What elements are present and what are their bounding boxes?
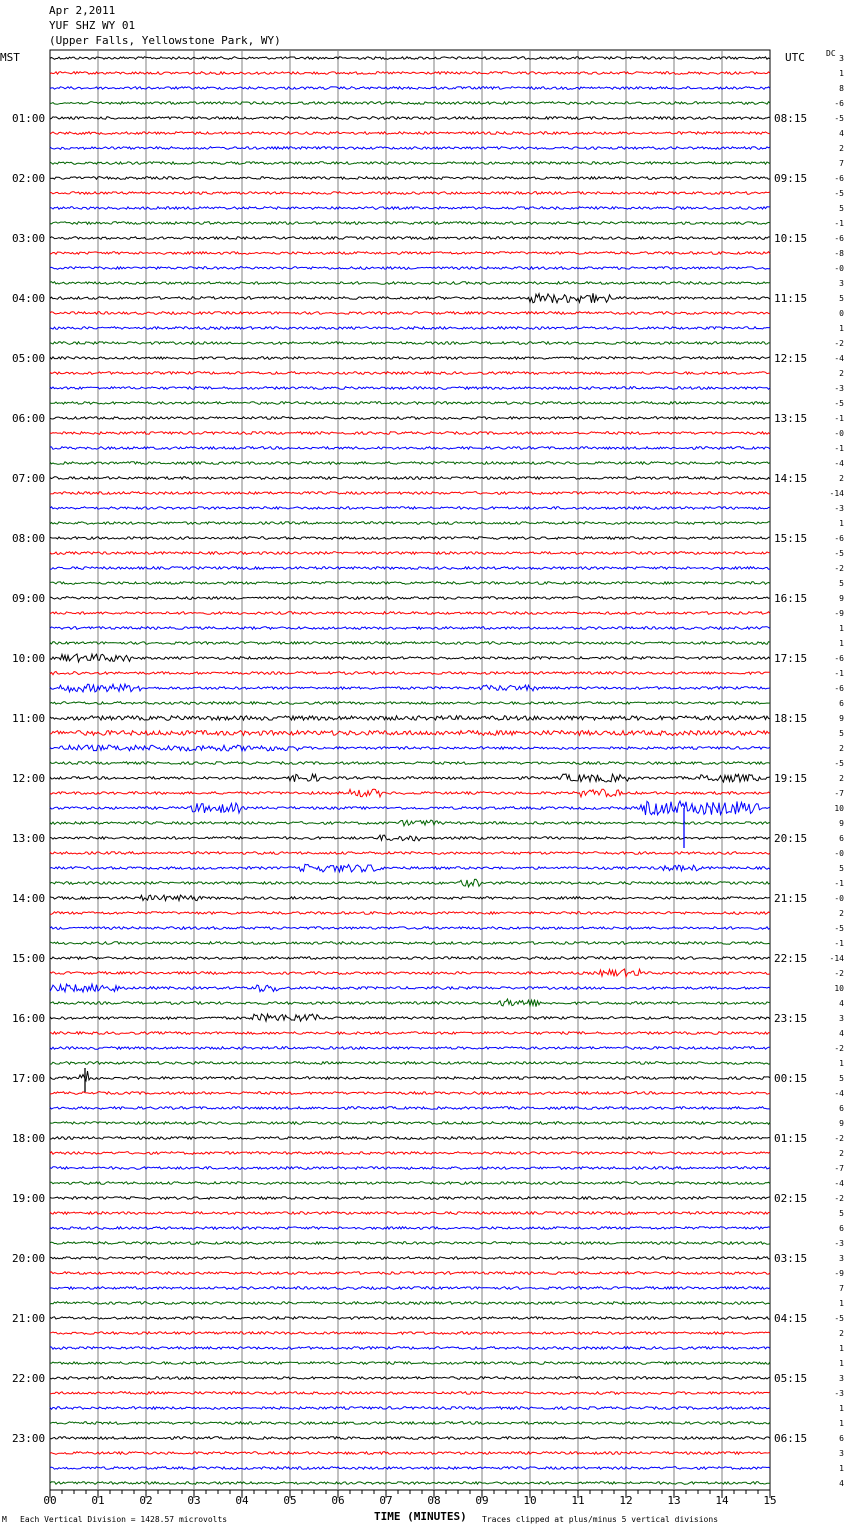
trace-line xyxy=(50,1062,770,1065)
dc-offset-value: 5 xyxy=(839,1209,844,1218)
trace-line xyxy=(50,1467,770,1470)
dc-offset-value: 6 xyxy=(839,1224,844,1233)
trace-line xyxy=(50,912,770,915)
right-hour-label: 13:15 xyxy=(774,412,808,425)
trace-line xyxy=(50,1347,770,1350)
right-hour-label: 08:15 xyxy=(774,112,808,125)
x-tick-label: 02 xyxy=(139,1494,153,1507)
trace-line xyxy=(50,1227,770,1230)
right-axis-title: UTC xyxy=(785,51,805,64)
trace-line xyxy=(50,864,770,872)
dc-offset-value: 2 xyxy=(839,774,844,783)
trace-line xyxy=(50,672,770,675)
trace-line xyxy=(50,357,770,360)
trace-line xyxy=(50,342,770,345)
dc-offset-value: 9 xyxy=(839,714,844,723)
trace-line xyxy=(50,147,770,150)
scale-note: Each Vertical Division = 1428.57 microvolts xyxy=(20,1515,228,1524)
dc-offset-value: -7 xyxy=(834,1164,844,1173)
dc-offset-value: 6 xyxy=(839,834,844,843)
dc-offset-value: 2 xyxy=(839,1329,844,1338)
dc-offset-value: -5 xyxy=(834,549,844,558)
left-hour-label: 20:00 xyxy=(12,1252,46,1265)
trace-line xyxy=(50,402,770,405)
trace-line xyxy=(50,1212,770,1215)
trace-line xyxy=(50,942,770,945)
dc-offset-value: -6 xyxy=(834,99,844,108)
left-hour-label: 14:00 xyxy=(12,892,46,905)
dc-offset-value: 10 xyxy=(834,984,844,993)
dc-offset-value: -4 xyxy=(834,1179,844,1188)
dc-offset-value: -14 xyxy=(829,489,844,498)
trace-line xyxy=(50,237,770,240)
left-axis-title: MST xyxy=(0,51,20,64)
trace-line xyxy=(50,1482,770,1485)
dc-offset-value: -3 xyxy=(834,384,844,393)
dc-offset-value: 1 xyxy=(839,1359,844,1368)
x-tick-label: 08 xyxy=(427,1494,441,1507)
dc-column-title: DC xyxy=(826,49,836,58)
dc-offset-value: -6 xyxy=(834,654,844,663)
left-hour-label: 01:00 xyxy=(12,112,46,125)
left-hour-label: 10:00 xyxy=(12,652,46,665)
dc-offset-value: 1 xyxy=(839,1344,844,1353)
trace-line xyxy=(50,1137,770,1140)
trace-line xyxy=(50,745,770,751)
trace-line xyxy=(50,1014,770,1021)
right-hour-label: 03:15 xyxy=(774,1252,808,1265)
dc-offset-value: 1 xyxy=(839,1404,844,1413)
left-hour-label: 08:00 xyxy=(12,532,46,545)
dc-offset-value: 2 xyxy=(839,744,844,753)
trace-line xyxy=(50,432,770,435)
dc-offset-value: 3 xyxy=(839,1449,844,1458)
dc-offset-value: 0 xyxy=(839,309,844,318)
plot-frame xyxy=(50,50,770,1490)
dc-offset-value: 9 xyxy=(839,819,844,828)
trace-line xyxy=(50,282,770,285)
trace-line xyxy=(50,293,770,303)
trace-line xyxy=(50,87,770,90)
trace-line xyxy=(50,567,770,570)
left-hour-label: 21:00 xyxy=(12,1312,46,1325)
left-hour-label: 06:00 xyxy=(12,412,46,425)
dc-offset-value: -5 xyxy=(834,924,844,933)
dc-offset-value: 6 xyxy=(839,1104,844,1113)
trace-line xyxy=(50,387,770,390)
x-tick-label: 06 xyxy=(331,1494,345,1507)
trace-line xyxy=(50,927,770,930)
trace-line xyxy=(50,447,770,450)
trace-line xyxy=(50,327,770,330)
dc-offset-value: -14 xyxy=(829,954,844,963)
dc-offset-value: 9 xyxy=(839,1119,844,1128)
trace-line xyxy=(50,72,770,75)
trace-line xyxy=(50,57,770,60)
trace-line xyxy=(50,969,770,977)
trace-line xyxy=(50,627,770,630)
x-tick-label: 03 xyxy=(187,1494,201,1507)
dc-offset-value: -6 xyxy=(834,684,844,693)
trace-line xyxy=(50,582,770,585)
trace-line xyxy=(50,597,770,600)
trace-line xyxy=(50,1071,770,1081)
x-tick-label: 14 xyxy=(715,1494,729,1507)
trace-line xyxy=(50,702,770,705)
dc-offset-value: -8 xyxy=(834,249,844,258)
right-hour-label: 01:15 xyxy=(774,1132,808,1145)
dc-offset-value: -2 xyxy=(834,339,844,348)
left-hour-label: 16:00 xyxy=(12,1012,46,1025)
dc-offset-value: 5 xyxy=(839,204,844,213)
corner-mark: M xyxy=(2,1515,7,1524)
trace-line xyxy=(50,507,770,510)
dc-offset-value: 4 xyxy=(839,129,844,138)
right-hour-label: 18:15 xyxy=(774,712,808,725)
trace-line xyxy=(50,895,770,901)
x-axis-title: TIME (MINUTES) xyxy=(374,1510,467,1523)
trace-line xyxy=(50,192,770,195)
dc-offset-value: 3 xyxy=(839,279,844,288)
left-hour-label: 22:00 xyxy=(12,1372,46,1385)
trace-line xyxy=(50,222,770,225)
dc-offset-value: -9 xyxy=(834,1269,844,1278)
dc-offset-value: -0 xyxy=(834,264,844,273)
trace-line xyxy=(50,1182,770,1185)
trace-line xyxy=(50,1422,770,1425)
dc-offset-value: 4 xyxy=(839,999,844,1008)
trace-line xyxy=(50,117,770,120)
dc-offset-value: -0 xyxy=(834,894,844,903)
trace-line xyxy=(50,492,770,495)
station-location: (Upper Falls, Yellowstone Park, WY) xyxy=(49,34,281,47)
dc-offset-value: 3 xyxy=(839,1374,844,1383)
dc-offset-value: -2 xyxy=(834,1194,844,1203)
dc-offset-value: -5 xyxy=(834,189,844,198)
dc-offset-value: 3 xyxy=(839,54,844,63)
dc-offset-value: -4 xyxy=(834,459,844,468)
station-code: YUF SHZ WY 01 xyxy=(49,19,136,32)
x-tick-label: 09 xyxy=(475,1494,489,1507)
dc-offset-value: 1 xyxy=(839,624,844,633)
left-hour-label: 03:00 xyxy=(12,232,46,245)
left-hour-label: 23:00 xyxy=(12,1432,46,1445)
trace-line xyxy=(50,522,770,525)
left-hour-label: 11:00 xyxy=(12,712,46,725)
dc-offset-value: 5 xyxy=(839,729,844,738)
trace-line xyxy=(50,789,770,797)
dc-offset-value: 9 xyxy=(839,594,844,603)
left-hour-label: 19:00 xyxy=(12,1192,46,1205)
trace-line xyxy=(50,879,770,887)
dc-offset-value: -1 xyxy=(834,444,844,453)
trace-line xyxy=(50,852,770,855)
right-hour-label: 17:15 xyxy=(774,652,808,665)
trace-line xyxy=(50,642,770,645)
left-hour-label: 09:00 xyxy=(12,592,46,605)
trace-line xyxy=(50,132,770,135)
dc-offset-value: -6 xyxy=(834,234,844,243)
trace-line xyxy=(50,1272,770,1275)
trace-line xyxy=(50,1317,770,1320)
trace-line xyxy=(50,372,770,375)
right-hour-label: 11:15 xyxy=(774,292,808,305)
dc-offset-value: 2 xyxy=(839,474,844,483)
left-hour-label: 13:00 xyxy=(12,832,46,845)
dc-offset-value: 5 xyxy=(839,864,844,873)
trace-line xyxy=(50,1287,770,1290)
right-hour-label: 09:15 xyxy=(774,172,808,185)
dc-offset-value: -5 xyxy=(834,114,844,123)
trace-line xyxy=(50,102,770,105)
dc-offset-value: -4 xyxy=(834,354,844,363)
dc-offset-value: -6 xyxy=(834,534,844,543)
dc-offset-value: 4 xyxy=(839,1479,844,1488)
trace-line xyxy=(50,267,770,270)
right-hour-label: 02:15 xyxy=(774,1192,808,1205)
dc-offset-value: 10 xyxy=(834,804,844,813)
dc-offset-value: 1 xyxy=(839,1464,844,1473)
dc-offset-value: -4 xyxy=(834,1089,844,1098)
dc-offset-value: 3 xyxy=(839,1254,844,1263)
right-hour-label: 14:15 xyxy=(774,472,808,485)
trace-line xyxy=(50,207,770,210)
dc-offset-value: -6 xyxy=(834,174,844,183)
dc-offset-value: 2 xyxy=(839,369,844,378)
right-hour-label: 12:15 xyxy=(774,352,808,365)
x-tick-label: 00 xyxy=(43,1494,57,1507)
trace-line xyxy=(50,417,770,420)
trace-line xyxy=(50,762,770,765)
dc-offset-value: -7 xyxy=(834,789,844,798)
trace-line xyxy=(50,801,770,815)
dc-offset-value: -5 xyxy=(834,399,844,408)
dc-offset-value: 1 xyxy=(839,1419,844,1428)
x-tick-label: 01 xyxy=(91,1494,105,1507)
left-hour-label: 17:00 xyxy=(12,1072,46,1085)
dc-offset-value: -3 xyxy=(834,1389,844,1398)
clip-note: Traces clipped at plus/minus 5 vertical divisions xyxy=(482,1515,719,1524)
trace-line xyxy=(50,1032,770,1035)
x-tick-label: 05 xyxy=(283,1494,297,1507)
x-tick-label: 15 xyxy=(763,1494,777,1507)
left-hour-label: 18:00 xyxy=(12,1132,46,1145)
x-tick-label: 07 xyxy=(379,1494,393,1507)
trace-line xyxy=(50,774,770,782)
dc-offset-value: 8 xyxy=(839,84,844,93)
dc-offset-value: 6 xyxy=(839,1434,844,1443)
trace-line xyxy=(50,1302,770,1305)
right-hour-label: 23:15 xyxy=(774,1012,808,1025)
left-hour-label: 07:00 xyxy=(12,472,46,485)
right-hour-label: 00:15 xyxy=(774,1072,808,1085)
trace-line xyxy=(50,835,770,841)
right-hour-label: 04:15 xyxy=(774,1312,808,1325)
dc-offset-value: -1 xyxy=(834,669,844,678)
dc-offset-value: -1 xyxy=(834,939,844,948)
trace-line xyxy=(50,252,770,255)
x-tick-label: 11 xyxy=(571,1494,585,1507)
left-hour-label: 05:00 xyxy=(12,352,46,365)
trace-line xyxy=(50,1392,770,1395)
trace-line xyxy=(50,462,770,465)
trace-line xyxy=(50,984,770,992)
trace-line xyxy=(50,1362,770,1365)
trace-line xyxy=(50,177,770,180)
dc-offset-value: -3 xyxy=(834,1239,844,1248)
right-hour-label: 21:15 xyxy=(774,892,808,905)
trace-line xyxy=(50,1452,770,1455)
dc-offset-value: -2 xyxy=(834,969,844,978)
dc-offset-value: -5 xyxy=(834,759,844,768)
dc-offset-value: 1 xyxy=(839,1299,844,1308)
right-hour-label: 15:15 xyxy=(774,532,808,545)
plot-date: Apr 2,2011 xyxy=(49,4,116,17)
trace-line xyxy=(50,612,770,615)
trace-line xyxy=(50,684,770,692)
x-tick-label: 04 xyxy=(235,1494,249,1507)
right-hour-label: 16:15 xyxy=(774,592,808,605)
trace-line xyxy=(50,1332,770,1335)
dc-offset-value: -0 xyxy=(834,849,844,858)
dc-offset-value: 7 xyxy=(839,159,844,168)
right-hour-label: 20:15 xyxy=(774,832,808,845)
left-hour-label: 15:00 xyxy=(12,952,46,965)
dc-offset-value: -1 xyxy=(834,879,844,888)
trace-line xyxy=(50,1257,770,1260)
x-tick-label: 10 xyxy=(523,1494,537,1507)
dc-offset-value: 2 xyxy=(839,909,844,918)
dc-offset-value: 2 xyxy=(839,1149,844,1158)
dc-offset-value: 7 xyxy=(839,1284,844,1293)
dc-offset-value: 2 xyxy=(839,144,844,153)
trace-line xyxy=(50,1377,770,1380)
trace-line xyxy=(50,1242,770,1245)
dc-offset-value: -1 xyxy=(834,219,844,228)
trace-line xyxy=(50,820,770,826)
trace-line xyxy=(50,312,770,315)
dc-offset-value: 5 xyxy=(839,1074,844,1083)
dc-offset-value: 1 xyxy=(839,519,844,528)
trace-line xyxy=(50,1152,770,1155)
trace-line xyxy=(50,162,770,165)
dc-offset-value: 5 xyxy=(839,294,844,303)
trace-line xyxy=(50,1407,770,1410)
trace-line xyxy=(50,537,770,540)
dc-offset-value: 4 xyxy=(839,1029,844,1038)
dc-offset-value: 5 xyxy=(839,579,844,588)
trace-line xyxy=(50,957,770,960)
right-hour-label: 05:15 xyxy=(774,1372,808,1385)
dc-offset-value: -1 xyxy=(834,414,844,423)
trace-line xyxy=(50,1167,770,1170)
dc-offset-value: 1 xyxy=(839,69,844,78)
left-hour-label: 02:00 xyxy=(12,172,46,185)
trace-line xyxy=(50,1437,770,1440)
dc-offset-value: -9 xyxy=(834,609,844,618)
trace-line xyxy=(50,1092,770,1095)
trace-line xyxy=(50,552,770,555)
right-hour-label: 22:15 xyxy=(774,952,808,965)
trace-line xyxy=(50,477,770,480)
dc-offset-value: -2 xyxy=(834,564,844,573)
x-tick-label: 13 xyxy=(667,1494,681,1507)
trace-line xyxy=(50,716,770,720)
trace-line xyxy=(50,731,770,736)
dc-offset-value: -2 xyxy=(834,1134,844,1143)
right-hour-label: 10:15 xyxy=(774,232,808,245)
trace-line xyxy=(50,654,770,662)
dc-offset-value: -5 xyxy=(834,1314,844,1323)
left-hour-label: 04:00 xyxy=(12,292,46,305)
dc-offset-value: 6 xyxy=(839,699,844,708)
trace-line xyxy=(50,1122,770,1125)
right-hour-label: 19:15 xyxy=(774,772,808,785)
dc-offset-value: 1 xyxy=(839,324,844,333)
x-tick-label: 12 xyxy=(619,1494,633,1507)
left-hour-label: 12:00 xyxy=(12,772,46,785)
dc-offset-value: -3 xyxy=(834,504,844,513)
right-hour-label: 06:15 xyxy=(774,1432,808,1445)
dc-offset-value: 1 xyxy=(839,639,844,648)
dc-offset-value: -2 xyxy=(834,1044,844,1053)
trace-line xyxy=(50,999,770,1007)
trace-line xyxy=(50,1197,770,1200)
dc-offset-value: -0 xyxy=(834,429,844,438)
trace-line xyxy=(50,1047,770,1050)
trace-line xyxy=(50,1107,770,1110)
dc-offset-value: 3 xyxy=(839,1014,844,1023)
dc-offset-value: 1 xyxy=(839,1059,844,1068)
